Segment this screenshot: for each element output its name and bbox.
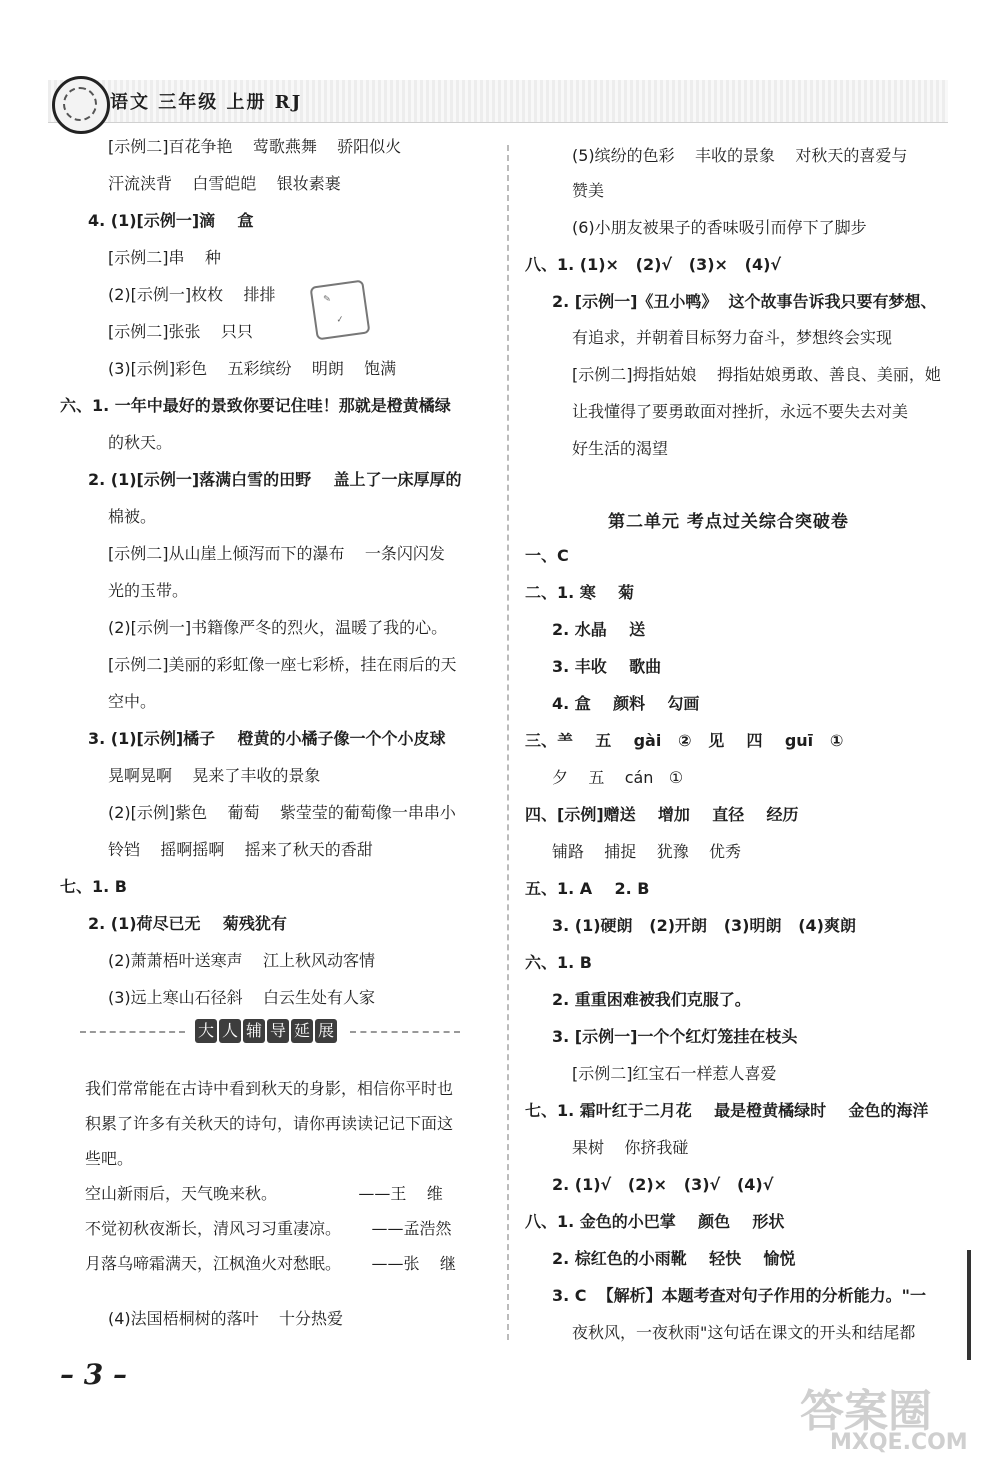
left-line: (2)[示例一]枚枚 排排 (108, 285, 276, 304)
watermark-url: MXQE.COM (830, 1430, 968, 1455)
right-line: 夜秋风，一夜秋雨"这句话在课文的开头和结尾都 (572, 1323, 916, 1342)
left-line: [示例二]从山崖上倾泻而下的瀑布 一条闪闪发 (108, 544, 445, 563)
left-line: 积累了许多有关秋天的诗句，请你再读读记记下面这 (85, 1114, 454, 1133)
section-title: 第二单元 考点过关综合突破卷 (608, 512, 849, 532)
right-line: (6)小朋友被果子的香味吸引而停下了脚步 (572, 218, 867, 237)
left-line: [示例二]百花争艳 莺歌燕舞 骄阳似火 (108, 137, 402, 156)
right-line: 好生活的渴望 (572, 439, 669, 458)
right-line: 八、1. 金色的小巴掌 颜色 形状 (525, 1212, 785, 1231)
extend-banner (80, 1015, 480, 1049)
right-line: 八、1. (1)× (2)√ (3)× (4)√ (525, 255, 782, 274)
left-line: 铃铛 摇啊摇啊 摇来了秋天的香甜 (108, 840, 373, 859)
left-line: 2. (1)[示例一]落满白雪的田野 盖上了一床厚厚的 (88, 470, 462, 489)
right-line: 2. [示例一]《丑小鸭》 这个故事告诉我只要有梦想、 (552, 292, 937, 311)
left-line: 些吧。 (85, 1149, 134, 1168)
right-line: 二、1. 寒 菊 (525, 583, 635, 602)
left-line: 我们常常能在古诗中看到秋天的身影，相信你平时也 (85, 1079, 454, 1098)
banner-char: 导 (267, 1019, 289, 1043)
right-line: 五、1. A 2. B (525, 879, 650, 898)
left-line: 的秋天。 (108, 433, 173, 452)
right-line: 三、⺷ 五 gài ② 见 四 guī ① (525, 731, 844, 750)
header-title: 语文 三年级 上册 RJ (110, 92, 303, 113)
banner-char: 人 (219, 1019, 241, 1043)
left-line: (3)[示例]彩色 五彩缤纷 明朗 饱满 (108, 359, 397, 378)
right-line: 3. 丰收 歌曲 (552, 657, 662, 676)
left-line: 2. (1)荷尽已无 菊残犹有 (88, 914, 287, 933)
banner-tiles (195, 1019, 339, 1043)
right-line: 四、[示例]赠送 增加 直径 经历 (525, 805, 799, 824)
left-line: 空山新雨后，天气晚来秋。 ——王 维 (85, 1184, 443, 1203)
right-line: 七、1. 霜叶红于二月花 最是橙黄橘绿时 金色的海洋 (525, 1101, 929, 1120)
left-line: [示例二]张张 只只 (108, 322, 253, 341)
right-line: [示例二]拇指姑娘 拇指姑娘勇敢、善良、美丽，她 (572, 365, 941, 384)
left-line: 空中。 (108, 692, 157, 711)
watermark-logo: 答案圈 (800, 1386, 932, 1437)
right-line: 赞美 (572, 181, 605, 200)
right-line: 让我懂得了要勇敢面对挫折，永远不要失去对美 (572, 402, 909, 421)
right-line: 有追求，并朝着目标努力奋斗，梦想终会实现 (572, 328, 893, 347)
right-line: 3. [示例一]一个个红灯笼挂在枝头 (552, 1027, 798, 1046)
left-line: 3. (1)[示例]橘子 橙黄的小橘子像一个个小皮球 (88, 729, 446, 748)
left-line: (3)远上寒山石径斜 白云生处有人家 (108, 988, 376, 1007)
left-line: 晃啊晃啊 晃来了丰收的景象 (108, 766, 321, 785)
left-line: 月落乌啼霜满天，江枫渔火对愁眠。 ——张 继 (85, 1254, 456, 1273)
publisher-logo-icon (52, 76, 110, 134)
right-line: 一、C (525, 546, 569, 565)
right-line: (5)缤纷的色彩 丰收的景象 对秋天的喜爱与 (572, 146, 908, 165)
right-line: 2. 棕红色的小雨靴 轻快 愉悦 (552, 1249, 796, 1268)
left-line: 棉被。 (108, 507, 157, 526)
banner-char: 展 (315, 1019, 337, 1043)
decorative-stamp-icon: ✎ ✓ (310, 280, 371, 341)
right-line: 六、1. B (525, 953, 592, 972)
left-line: (2)萧萧梧叶送寒声 江上秋风动客情 (108, 951, 376, 970)
right-line: [示例二]红宝石一样惹人喜爱 (572, 1064, 777, 1083)
right-line: 3. (1)硬朗 (2)开朗 (3)明朗 (4)爽朗 (552, 916, 856, 935)
left-line: 4. (1)[示例一]滴 盒 (88, 211, 254, 230)
right-line: 铺路 捕捉 犹豫 优秀 (552, 842, 742, 861)
left-line: [示例二]串 种 (108, 248, 221, 267)
banner-dash-left (80, 1031, 185, 1033)
right-line: 2. 水晶 送 (552, 620, 646, 639)
left-line: 六、1. 一年中最好的景致你要记住哇！那就是橙黄橘绿 (60, 396, 451, 415)
left-line: 光的玉带。 (108, 581, 189, 600)
left-line: [示例二]美丽的彩虹像一座七彩桥，挂在雨后的天 (108, 655, 457, 674)
left-line: 不觉初秋夜渐长，清风习习重凄凉。 ——孟浩然 (85, 1219, 452, 1238)
right-line: 3. C 【解析】本题考查对句子作用的分析能力。"一 (552, 1286, 927, 1305)
banner-dash-right (350, 1031, 460, 1033)
left-line: (2)[示例一]书籍像严冬的烈火，温暖了我的心。 (108, 618, 448, 637)
right-line: 2. (1)√ (2)× (3)√ (4)√ (552, 1175, 774, 1194)
banner-char: 延 (291, 1019, 313, 1043)
page-number: – 3 – (60, 1358, 127, 1391)
column-divider (507, 145, 509, 1340)
left-line: 汗流浃背 白雪皑皑 银妆素裹 (108, 174, 341, 193)
right-line: 2. 重重困难被我们克服了。 (552, 990, 751, 1009)
banner-char: 大 (195, 1019, 217, 1043)
right-line: 果树 你挤我碰 (572, 1138, 689, 1157)
banner-char: 辅 (243, 1019, 265, 1043)
left-line: (2)[示例]紫色 葡萄 紫莹莹的葡萄像一串串小 (108, 803, 456, 822)
right-line: 4. 盒 颜料 勾画 (552, 694, 700, 713)
right-edge-bar (967, 1250, 971, 1360)
left-line: (4)法国梧桐树的落叶 十分热爱 (108, 1309, 344, 1328)
right-line: 夕 五 cán ① (552, 768, 684, 787)
left-line: 七、1. B (60, 877, 127, 896)
